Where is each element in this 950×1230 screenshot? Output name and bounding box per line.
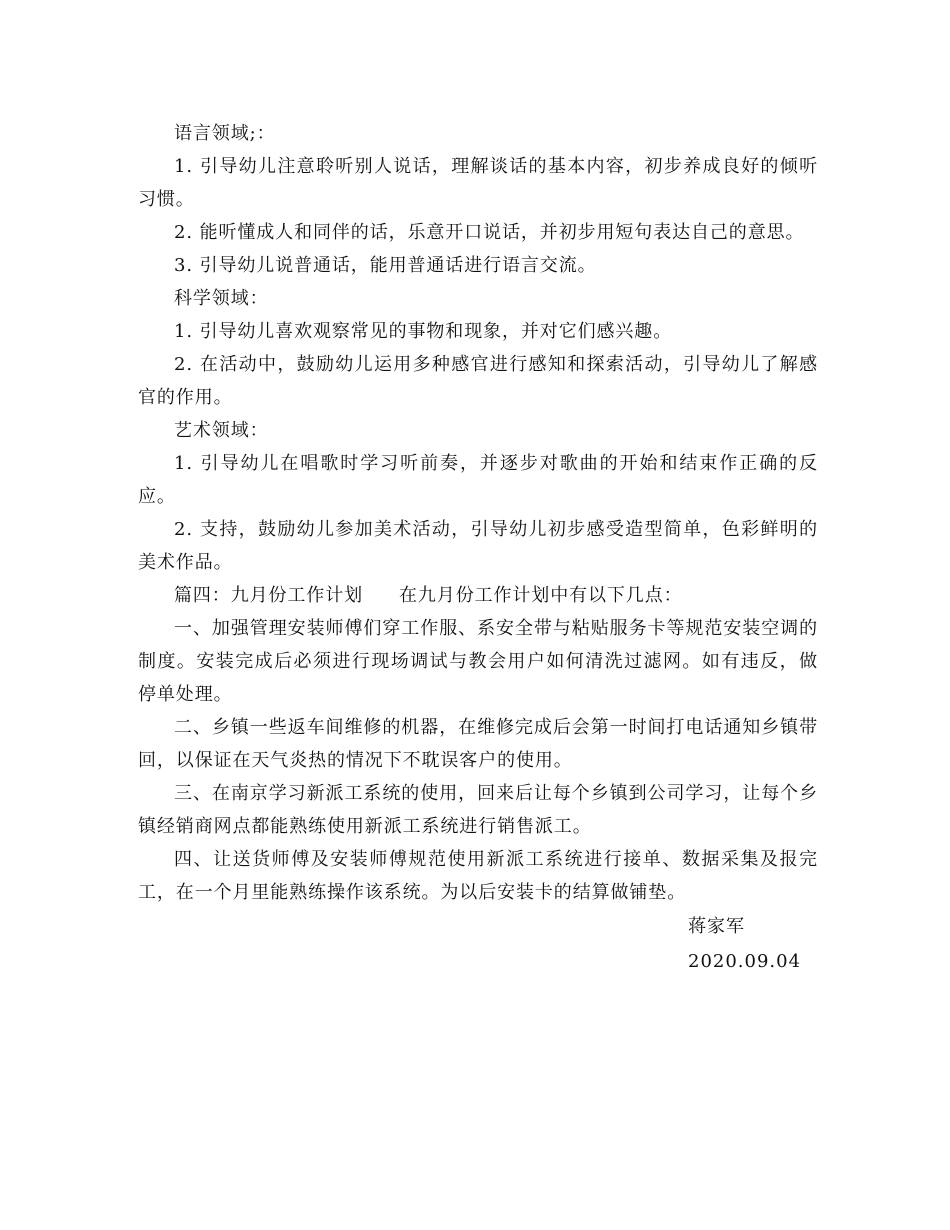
signature-block	[688, 909, 801, 979]
signature-date: 2020.09.04	[688, 951, 802, 972]
plan-point-4: 四、让送货师傅及安装师傅规范使用新派工系统进行接单、数据采集及报完工，在一个月里能熟练操作该系统。为以后安装卡的结算做铺垫。	[138, 849, 818, 903]
plan-title: 篇四：九月份工作计划	[174, 585, 363, 606]
signature-name: 蒋家军	[688, 916, 745, 937]
language-item-1: 1. 引导幼儿注意聆听别人说话，理解谈话的基本内容，初步养成良好的倾听习惯。	[138, 156, 818, 210]
plan-point-2: 二、乡镇一些返车间维修的机器，在维修完成后会第一时间打电话通知乡镇带回，以保证在天气炎热的情况下不耽误客户的使用。	[138, 717, 818, 771]
plan-point-3: 三、在南京学习新派工系统的使用，回来后让每个乡镇到公司学习，让每个乡镇经销商网点都能熟练使用新派工系统进行销售派工。	[138, 783, 818, 837]
language-heading: 语言领域;：	[174, 123, 276, 144]
art-item-1: 1. 引导幼儿在唱歌时学习听前奏，并逐步对歌曲的开始和结束作正确的反应。	[138, 453, 818, 507]
art-heading: 艺术领域：	[174, 420, 269, 441]
document-body	[138, 117, 818, 909]
plan-heading-line	[138, 579, 818, 612]
art-item-2: 2. 支持，鼓励幼儿参加美术活动，引导幼儿初步感受造型简单，色彩鲜明的美术作品。	[138, 519, 818, 573]
language-item-3: 3. 引导幼儿说普通话，能用普通话进行语言交流。	[174, 255, 597, 276]
science-heading: 科学领域：	[174, 288, 269, 309]
language-item-2: 2. 能听懂成人和同伴的话，乐意开口说话，并初步用短句表达自己的意思。	[174, 222, 805, 243]
science-item-2: 2. 在活动中，鼓励幼儿运用多种感官进行感知和探索活动，引导幼儿了解感官的作用。	[138, 354, 818, 408]
plan-intro: 在九月份工作计划中有以下几点：	[399, 585, 683, 606]
science-item-1: 1. 引导幼儿喜欢观察常见的事物和现象，并对它们感兴趣。	[174, 321, 673, 342]
plan-point-1: 一、加强管理安装师傅们穿工作服、系安全带与粘贴服务卡等规范安装空调的制度。安装完成后必须进行现场调试与教会用户如何清洗过滤网。如有违反，做停单处理。	[138, 618, 818, 705]
